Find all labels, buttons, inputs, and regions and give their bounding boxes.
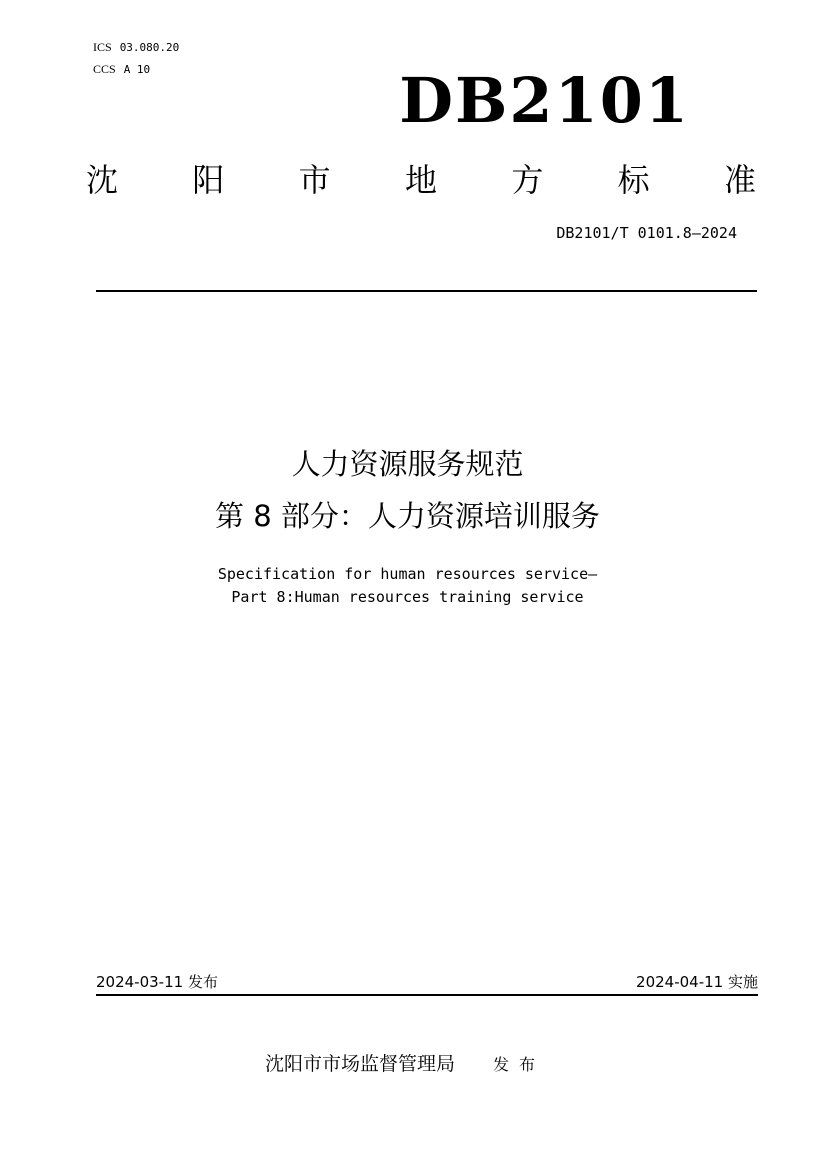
top-divider [96,290,757,292]
standard-kind-char: 地 [404,161,437,199]
implement-date: 2024-04-11 实施 [636,973,758,991]
bottom-divider [96,994,758,996]
ics-label: ICS [93,40,112,54]
issuer-name: 沈阳市市场监督管理局 [265,1053,456,1075]
ccs-value: A 10 [123,63,151,76]
standard-kind-char: 市 [298,161,331,199]
title-en-line2: Part 8:Human resources training service [231,588,584,606]
standard-kind-char: 标 [617,161,650,199]
title-en-line1: Specification for human resources service— [217,565,598,583]
standard-kind-char: 方 [511,161,544,199]
standard-number: DB2101/T 0101.8—2024 [556,224,737,242]
issuer [265,1050,545,1079]
title-cn-line1: 人力资源服务规范 [291,447,524,481]
standard-kind-char: 阳 [192,161,225,199]
ccs-label: CCS [93,62,116,76]
title-cn-line2: 第 8 部分：人力资源培训服务 [215,499,600,533]
ics-value: 03.080.20 [119,41,180,54]
db-code: DB2101 [399,64,690,137]
ics-code [93,40,179,55]
issuer-action: 发布 [493,1055,546,1074]
standard-kind [86,155,756,201]
standard-kind-char: 沈 [86,161,119,199]
ccs-code [93,62,150,77]
publish-date: 2024-03-11 发布 [96,973,218,991]
standard-kind-char: 准 [723,161,756,199]
